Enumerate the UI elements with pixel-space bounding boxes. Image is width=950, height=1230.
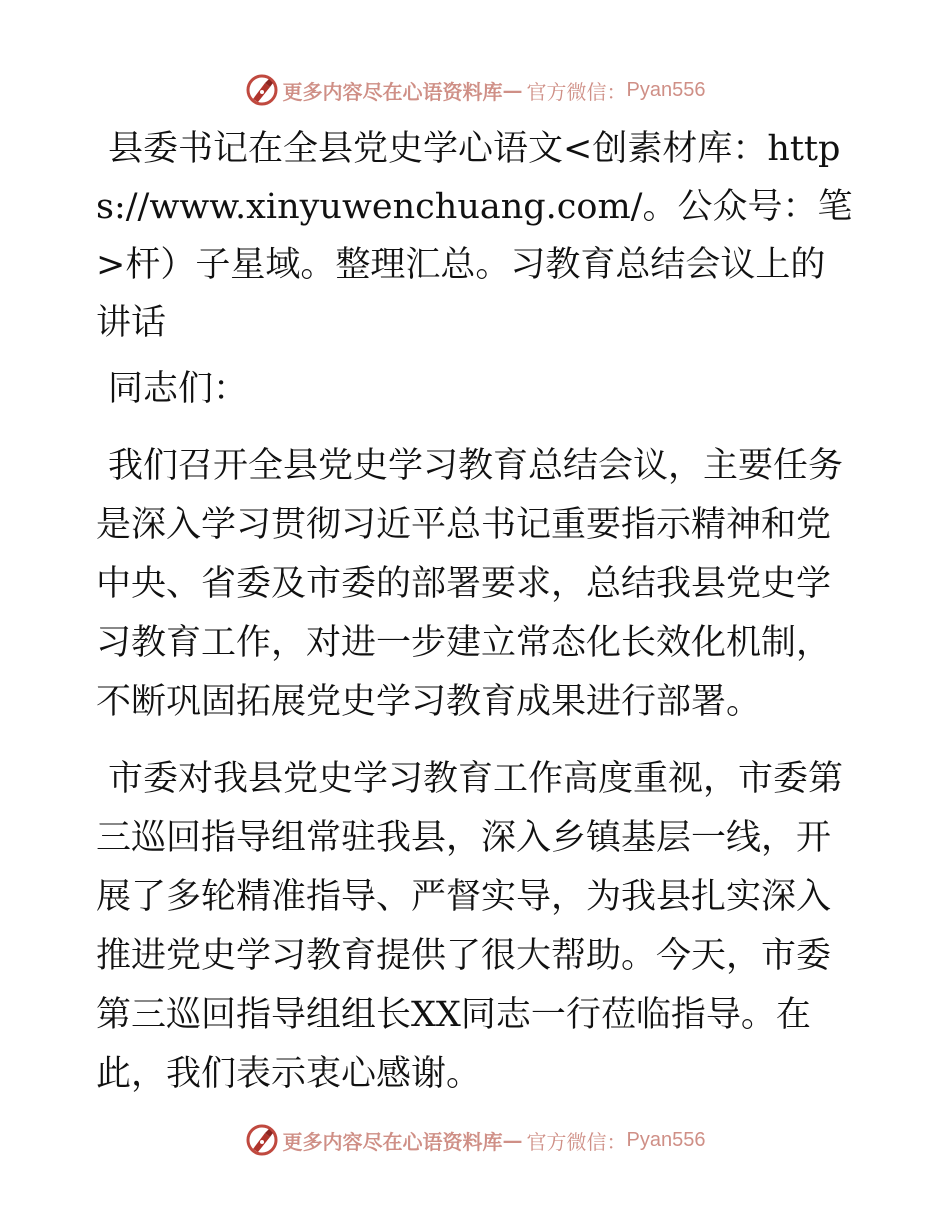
banner-promo-text: 更多内容尽在心语资料库 <box>282 1129 503 1154</box>
salutation: 同志们： <box>108 369 249 409</box>
banner-wechat-label: 官方微信： <box>526 1129 627 1154</box>
paragraph-2: 市委对我县党史学习教育工作高度重视，市委第三巡回指导组常驻我县，深入乡镇基层一线，开展了多轮精准指导、严督实导，为我县扎实深入推进党史学习教育提供了很大帮助。今天，市委第三巡回指导组组长XX同志一行莅临指导。在此，我们表示衷心感谢。 <box>96 759 844 1094</box>
header-banner <box>0 70 950 110</box>
paragraph-1: 我们召开全县党史学习教育总结会议，主要任务是深入学习贯彻习近平总书记重要指示精神和党中央、省委及市委的部署要求，总结我县党史学习教育工作，对进一步建立常态化长效化机制，不断巩固拓展党史学习教育成果进行部署。 <box>96 446 844 722</box>
footer-banner <box>0 1120 950 1160</box>
banner-dash: — <box>502 78 523 102</box>
banner-wechat-label: 官方微信： <box>526 79 627 104</box>
document-title: 县委书记在全县党史学心语文<创素材库：https://www.xinyuwenchuang.com/。公众号：笔>杆）子星域。整理汇总。习教育总结会议上的讲话 <box>96 129 853 343</box>
pen-nib-logo-icon <box>245 1123 279 1157</box>
document-body <box>96 120 856 1122</box>
banner-dash: — <box>502 1128 523 1152</box>
banner-promo-text: 更多内容尽在心语资料库 <box>282 79 503 104</box>
banner-wechat-id: Pyan556 <box>626 78 706 101</box>
banner-wechat-id: Pyan556 <box>626 1128 706 1151</box>
pen-nib-logo-icon <box>245 73 279 107</box>
